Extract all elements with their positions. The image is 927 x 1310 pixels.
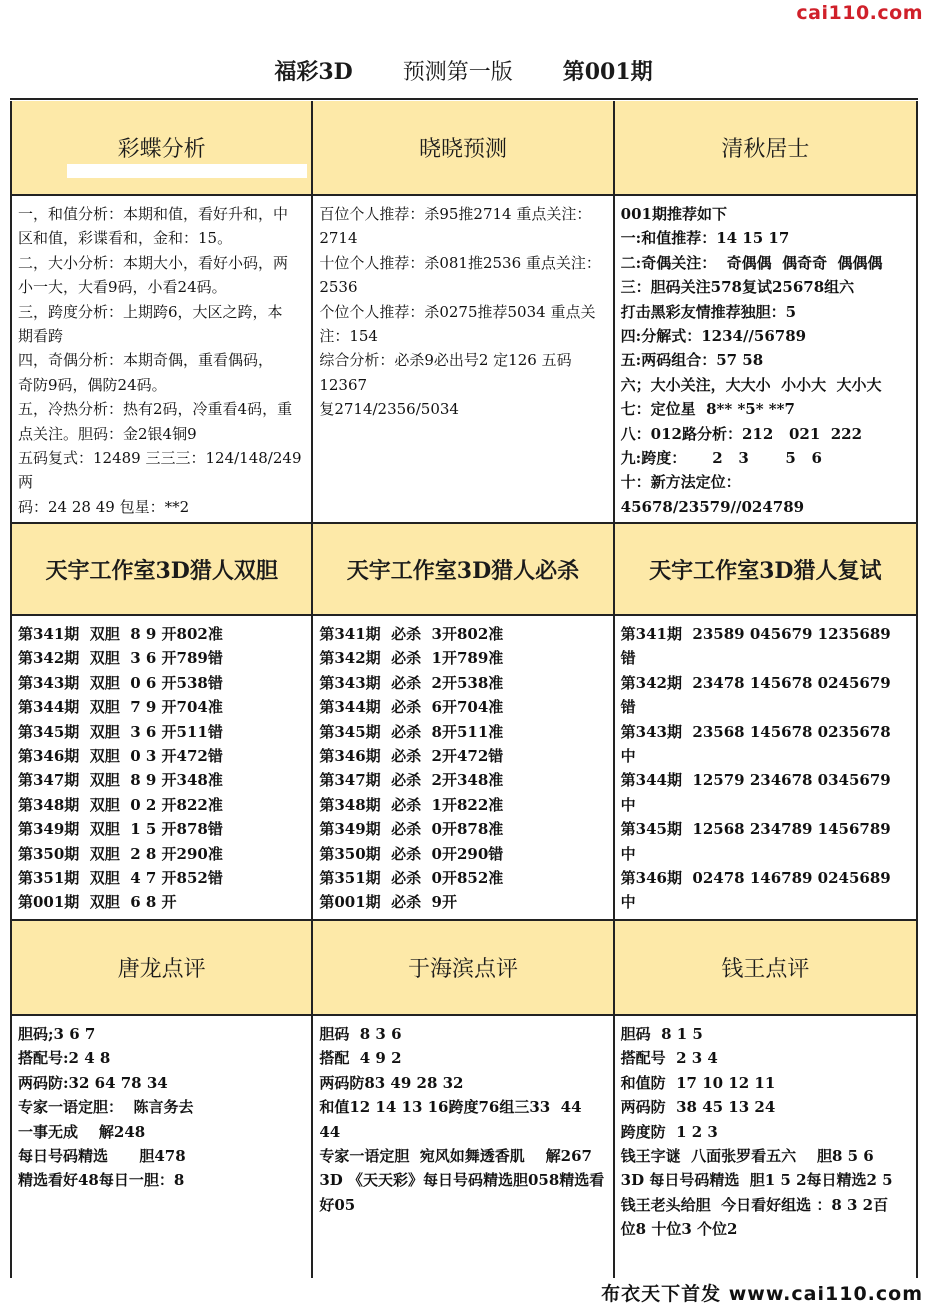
row3-headers [12,921,916,1016]
panel-line: 第347期 必杀 2开348准 [319,771,504,790]
panel-line: 第343期 双胆 0 6 开538错 [18,673,223,692]
panel-line: 每日号码精选 胆478 [18,1147,186,1166]
panel-line: 两码防 38 45 13 24 [620,1098,776,1117]
panel-header-caidie [12,101,313,196]
panel-line: 第350期 双胆 2 8 开290准 [18,844,223,863]
panel-line: 奇防9码，偶防24码。 [18,375,167,394]
row3-bodies [12,1016,916,1278]
panel-line: 第344期 12579 234678 0345679 中 [620,771,896,814]
panel-body-yuhaibin [313,1016,614,1278]
panel-title: 天宇工作室3D猎人必杀 [346,557,580,584]
panel-line: 十位个人推荐：杀081推2536 重点关注： [319,253,601,272]
header-divider [10,98,918,100]
panel-line: 第349期 必杀 0开878准 [319,820,504,839]
title-edition: 预测第一版 [402,59,513,85]
panel-line: 搭配号 2 3 4 [620,1049,718,1068]
panel-line: 区和值，彩谍看和，金和：15。 [18,229,233,248]
panel-line: 3D 《天天彩》每日号码精选胆058精选看 [319,1171,605,1190]
panel-line: 胆码 8 3 6 [319,1025,402,1043]
panel-line: 精选看好48每日一胆：8 [18,1171,185,1190]
panel-title: 晓晓预测 [418,137,507,162]
panel-line: 和值12 14 13 16跨度76组三33 44 44 [319,1098,593,1141]
panel-line: 六；大小关注，大大小 小小大 大小大 [620,375,882,394]
panel-title: 天宇工作室3D猎人双胆 [45,557,278,584]
panel-line: 专家一语定胆 宛风如舞透香肌 解267 [319,1147,592,1166]
panel-title: 钱王点评 [721,957,810,982]
panel-line: 第348期 必杀 1开822准 [319,795,504,814]
site-logo: cai110.com [796,2,923,24]
panel-line: 第345期 必杀 8开511准 [319,722,504,741]
panel-line: 搭配号:2 4 8 [18,1049,111,1068]
panel-body-double [12,616,313,921]
panel-line: 第351期 必杀 0开852准 [319,869,504,888]
panel-line: 第351期 双胆 4 7 开852错 [18,869,223,888]
panel-title: 清秋居士 [721,137,810,162]
panel-line: 一，和值分析：本期和值，看好升和，中 [18,205,289,223]
panel-title: 唐龙点评 [117,957,206,982]
panel-line: 专家一语定胆： 陈言务去 [18,1098,194,1117]
panel-line: 九:跨度： 2 3 5 6 [620,449,822,468]
redaction-bar [67,164,307,178]
panel-title: 于海滨点评 [407,957,518,982]
panel-line: 第345期 双胆 3 6 开511错 [18,722,223,741]
panel-line: 第342期 双胆 3 6 开789错 [18,649,223,668]
panel-line: 小一大，大看9码，小看24码。 [18,278,227,297]
panel-line: 四，奇偶分析：本期奇偶，重看偶码， [18,351,274,370]
panel-line: 四:分解式：1234//56789 [620,327,807,346]
row1-bodies [12,196,916,524]
panel-line: 注：154 [319,327,378,346]
panel-line: 百位个人推荐：杀95推2714 重点关注： [319,205,592,223]
panel-header-kill [313,524,614,616]
panel-line: 跨度防 1 2 3 [620,1122,718,1141]
page-title [0,50,927,90]
panel-line: 一事无成 解248 [18,1122,146,1141]
panel-line: 打击黑彩友情推荐独胆：5 [620,302,797,321]
panel-line: 胆码 8 1 5 [620,1025,703,1043]
title-issue: 第001期 [562,58,653,85]
panel-header-yuhaibin [313,921,614,1016]
panel-header-qingqiu [615,101,916,196]
row2-bodies [12,616,916,921]
panel-line: 码：24 28 49 包星：**2 [18,497,190,516]
panel-body-kill [313,616,614,921]
panel-line: 三：胆码关注578复试25678组六 [620,278,855,297]
panel-line: 钱王字谜 八面张罗看五六 胆8 5 6 [620,1147,874,1166]
panel-line: 2536 [319,278,358,297]
panel-line: 两码防83 49 28 32 [319,1073,464,1092]
panel-line: 二，大小分析：本期大小，看好小码，两 [18,253,289,272]
panel-line: 综合分析：必杀9必出号2 定126 五码 [319,351,572,370]
panel-body-compound [615,616,916,921]
panel-line: 位8 十位3 个位2 [620,1220,738,1239]
panel-line: 七：定位星 8** *5* **7 [620,400,795,419]
panel-line: 第343期 23568 145678 0235678 中 [620,722,896,766]
panel-line: 第346期 双胆 0 3 开472错 [18,747,223,766]
panel-line: 第345期 12568 234789 1456789 中 [620,820,896,863]
panel-line: 第348期 双胆 0 2 开822准 [18,795,223,814]
panel-line: 和值防 17 10 12 11 [620,1073,776,1092]
panel-line: 三，跨度分析：上期跨6，大区之跨，本 [18,302,283,321]
panel-line: 好05 [319,1195,356,1214]
panel-line: 一:和值推荐：14 15 17 [620,229,790,248]
panel-line: 个位个人推荐：杀0275推荐5034 重点关 [319,302,596,321]
panel-line: 第349期 双胆 1 5 开878错 [18,820,223,839]
panel-body-tanglong [12,1016,313,1278]
panel-line: 001期推荐如下 [620,205,727,223]
row2-headers [12,524,916,616]
panel-line: 第346期 02478 146789 0245689 中 [620,869,896,912]
panel-title: 天宇工作室3D猎人复试 [649,557,882,584]
panel-header-double [12,524,313,616]
panel-line: 第001期 必杀 9开 [319,893,457,912]
panel-line: 第342期 23478 145678 0245679 错 [620,673,896,717]
panel-line: 复2714/2356/5034 [319,400,459,419]
panel-line: 2714 [319,229,358,248]
panel-line: 第001期 双胆 6 8 开 [18,893,177,912]
panel-line: 五码复式：12489 三三三：124/148/249 两 [18,449,307,492]
panel-line: 第343期 必杀 2开538准 [319,673,504,692]
panel-line: 两码防:32 64 78 34 [18,1073,168,1092]
panel-body-caidie [12,196,313,524]
panel-line: 钱王老头给胆 今日看好组选 ：8 3 2百 [620,1195,889,1214]
panel-line: 第350期 必杀 0开290错 [319,844,504,863]
title-lottery-name: 福彩3D [274,58,353,85]
panel-header-compound [615,524,916,616]
panel-line: 八：012路分析：212 021 222 [620,424,863,443]
panel-line: 第341期 23589 045679 1235689 错 [620,625,896,668]
panel-line: 搭配 4 9 2 [319,1049,402,1068]
panel-body-qingqiu [615,196,916,524]
panel-line: 第346期 必杀 2开472错 [319,747,504,766]
panel-line: 3D 每日号码精选 胆1 5 2每日精选2 5 [620,1171,893,1190]
panel-line: 十：新方法定位：45678/23579//024789 [620,473,805,516]
panel-body-qianwang [615,1016,916,1278]
panel-line: 五，冷热分析：热有2码，冷重看4码，重 [18,400,293,419]
panel-line: 点关注。胆码：金2银4铜9 [18,424,197,443]
panel-line: 第344期 双胆 7 9 开704准 [18,698,223,717]
panel-line: 胆码;3 6 7 [18,1025,96,1043]
panel-line: 第341期 双胆 8 9 开802准 [18,625,223,643]
panel-line: 12367 [319,375,368,394]
footer-logo: 布衣天下首发 www.cai110.com [601,1283,923,1305]
panel-line: 二:奇偶关注： 奇偶偶 偶奇奇 偶偶偶 [620,253,883,272]
panel-line: 五:两码组合：57 58 [620,351,764,370]
prediction-grid [10,101,918,1278]
panel-line: 第341期 必杀 3开802准 [319,625,504,643]
panel-line: 第347期 双胆 8 9 开348准 [18,771,223,790]
panel-line: 第344期 必杀 6开704准 [319,698,504,717]
panel-line: 期看跨 [18,327,64,346]
panel-header-qianwang [615,921,916,1016]
row1-headers [12,101,916,196]
panel-title: 彩蝶分析 [117,137,206,162]
panel-header-xiaoxiao [313,101,614,196]
panel-header-tanglong [12,921,313,1016]
panel-line: 第342期 必杀 1开789准 [319,649,504,668]
panel-body-xiaoxiao [313,196,614,524]
